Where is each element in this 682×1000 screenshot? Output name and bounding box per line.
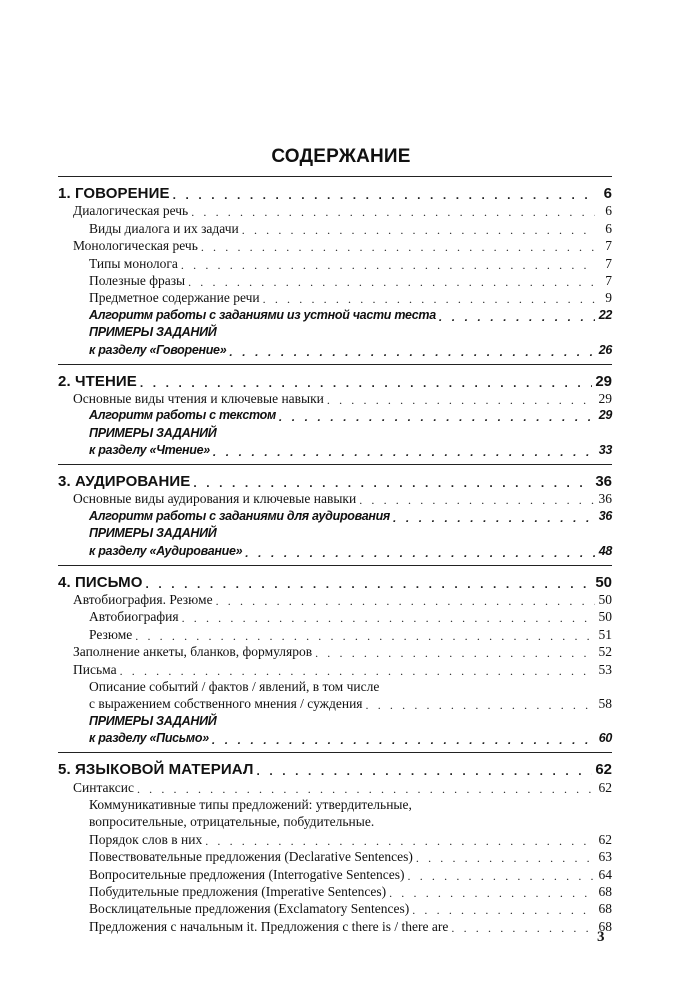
- toc-entry-title: Заполнение анкеты, бланков, формуляров: [73, 644, 313, 660]
- dot-leader: [416, 851, 595, 865]
- toc-page-number: 36: [598, 508, 612, 523]
- table-of-contents: [58, 174, 612, 935]
- toc-section-title: 4. ПИСЬМО: [58, 573, 143, 591]
- toc-entry-title: ПРИМЕРЫ ЗАДАНИЙ: [89, 713, 217, 728]
- dot-leader: [120, 664, 595, 678]
- toc-entry-title: Побудительные предложения (Imperative Sentences): [89, 883, 387, 899]
- toc-entry[interactable]: [58, 542, 612, 559]
- dot-leader: [327, 393, 595, 407]
- toc-entry[interactable]: [58, 900, 612, 917]
- dot-leader: [188, 275, 595, 289]
- toc-entry-title: Виды диалога и их задачи: [89, 220, 239, 236]
- dot-leader: [393, 511, 595, 525]
- toc-section-heading[interactable]: [58, 758, 612, 778]
- toc-entry-title: Диалогическая речь: [73, 203, 189, 219]
- dot-leader: [366, 698, 595, 712]
- toc-entry[interactable]: [58, 324, 612, 341]
- toc-entry[interactable]: [58, 830, 612, 847]
- toc-page-number: 58: [598, 696, 612, 712]
- toc-entry-title: с выражением собственного мнения / суждения: [89, 696, 363, 712]
- toc-page-number: 50: [595, 573, 612, 591]
- toc-entry-title: Повествовательные предложения (Declarative Sentences): [89, 849, 413, 865]
- toc-entry-title: Алгоритм работы с заданиями для аудирования: [89, 508, 390, 523]
- dot-leader: [242, 223, 595, 237]
- toc-entry[interactable]: [58, 341, 612, 358]
- toc-entry-title: Монологическая речь: [73, 238, 198, 254]
- toc-entry[interactable]: [58, 712, 612, 729]
- toc-entry[interactable]: [58, 608, 612, 625]
- dot-leader: [191, 205, 595, 219]
- toc-page-number: 52: [598, 644, 612, 660]
- toc-entry-title: Восклицательные предложения (Exclamatory Sentences): [89, 901, 410, 917]
- toc-entry[interactable]: [58, 219, 612, 236]
- dot-leader: [412, 903, 595, 917]
- toc-entry-title: Письма: [73, 661, 117, 677]
- section-divider: [58, 176, 612, 177]
- toc-page-number: 63: [598, 849, 612, 865]
- toc-entry-title: ПРИМЕРЫ ЗАДАНИЙ: [89, 325, 217, 340]
- toc-page-number: 6: [605, 203, 612, 219]
- dot-leader: [181, 258, 595, 272]
- toc-page-number: 26: [598, 342, 612, 357]
- dot-leader: [279, 410, 595, 424]
- toc-page-number: 51: [598, 626, 612, 642]
- toc-entry[interactable]: [58, 237, 612, 254]
- toc-entry[interactable]: [58, 625, 612, 642]
- dot-leader: [439, 310, 595, 324]
- dot-leader: [389, 886, 595, 900]
- dot-leader: [135, 629, 595, 643]
- dot-leader: [212, 733, 595, 747]
- dot-leader: [229, 345, 595, 359]
- toc-section-heading[interactable]: [58, 182, 612, 202]
- section-divider: [58, 752, 612, 753]
- dot-leader: [245, 546, 595, 560]
- toc-page-number: 53: [598, 661, 612, 677]
- dot-leader: [146, 577, 593, 591]
- toc-page-number: 29: [598, 390, 612, 406]
- toc-entry-title: к разделу «Аудирование»: [89, 543, 243, 558]
- toc-entry[interactable]: [58, 730, 612, 747]
- dot-leader: [315, 646, 595, 660]
- toc-page-number: 50: [598, 609, 612, 625]
- toc-page-number: 6: [603, 185, 612, 202]
- toc-entry[interactable]: [58, 848, 612, 865]
- toc-page-number: 50: [598, 592, 612, 608]
- toc-page-number: 7: [605, 238, 612, 254]
- page-number: 3: [597, 929, 605, 945]
- toc-entry-title: Полезные фразы: [89, 272, 186, 288]
- toc-entry[interactable]: [58, 254, 612, 271]
- toc-entry[interactable]: [58, 289, 612, 306]
- toc-page-number: 22: [598, 307, 612, 322]
- toc-entry-title: Вопросительные предложения (Interrogative Sentences): [89, 866, 405, 882]
- toc-section-title: 5. ЯЗЫКОВОЙ МАТЕРИАЛ: [58, 761, 254, 779]
- toc-entry[interactable]: [58, 883, 612, 900]
- toc-page-number: 6: [605, 220, 612, 236]
- toc-entry-title: Порядок слов в них: [89, 831, 203, 847]
- toc-entry[interactable]: [58, 390, 612, 407]
- toc-section-heading[interactable]: [58, 571, 612, 591]
- dot-leader: [173, 188, 595, 202]
- toc-entry[interactable]: [58, 660, 612, 677]
- toc-entry[interactable]: [58, 442, 612, 459]
- section-divider: [58, 364, 612, 365]
- toc-entry-title: Алгоритм работы с текстом: [89, 408, 276, 423]
- toc-entry-title: Автобиография: [89, 609, 179, 625]
- toc-entry[interactable]: [58, 917, 612, 934]
- toc-page-number: 62: [595, 761, 612, 779]
- toc-entry-title: Синтаксис: [73, 779, 134, 795]
- toc-section-title: 2. ЧТЕНИЕ: [58, 372, 137, 390]
- dot-leader: [359, 493, 595, 507]
- toc-page-number: 68: [598, 883, 612, 899]
- toc-entry-title: Основные виды аудирования и ключевые навыки: [73, 491, 357, 507]
- dot-leader: [182, 611, 595, 625]
- dot-leader: [205, 834, 595, 848]
- toc-page-number: 36: [595, 473, 612, 491]
- toc-entry-title: Резюме: [89, 626, 133, 642]
- toc-entry-title: вопросительные, отрицательные, побудительные.: [89, 814, 375, 830]
- toc-entry-title: к разделу «Чтение»: [89, 443, 210, 458]
- toc-page-number: 7: [605, 255, 612, 271]
- toc-entry-title: Предметное содержание речи: [89, 290, 260, 306]
- toc-page-number: 60: [598, 731, 612, 746]
- toc-page-number: 68: [598, 918, 612, 934]
- toc-section-title: 3. АУДИРОВАНИЕ: [58, 473, 191, 491]
- toc-entry[interactable]: [58, 813, 612, 830]
- toc-entry[interactable]: [58, 678, 612, 695]
- toc-entry-title: к разделу «Письмо»: [89, 731, 209, 746]
- toc-section-heading[interactable]: [58, 470, 612, 490]
- toc-page-number: 68: [598, 901, 612, 917]
- toc-entry[interactable]: [58, 591, 612, 608]
- dot-leader: [263, 292, 595, 306]
- dot-leader: [193, 476, 592, 490]
- toc-page-number: 62: [598, 779, 612, 795]
- toc-entry[interactable]: [58, 424, 612, 441]
- section-divider: [58, 565, 612, 566]
- dot-leader: [451, 921, 595, 935]
- toc-entry[interactable]: [58, 272, 612, 289]
- section-divider: [58, 464, 612, 465]
- toc-entry[interactable]: [58, 796, 612, 813]
- dot-leader: [137, 782, 595, 796]
- toc-page-number: 48: [598, 543, 612, 558]
- toc-page-number: 7: [605, 272, 612, 288]
- toc-entry[interactable]: [58, 778, 612, 795]
- dot-leader: [140, 376, 592, 390]
- toc-entry[interactable]: [58, 202, 612, 219]
- toc-entry[interactable]: [58, 306, 612, 323]
- toc-entry-title: Основные виды чтения и ключевые навыки: [73, 390, 324, 406]
- toc-entry-title: ПРИМЕРЫ ЗАДАНИЙ: [89, 425, 217, 440]
- dot-leader: [201, 240, 595, 254]
- toc-page-number: 64: [598, 866, 612, 882]
- toc-entry[interactable]: [58, 507, 612, 524]
- toc-section-title: 1. ГОВОРЕНИЕ: [58, 185, 170, 202]
- dot-leader: [408, 869, 595, 883]
- toc-entry[interactable]: [58, 865, 612, 882]
- toc-page-number: 9: [605, 290, 612, 306]
- toc-entry[interactable]: [58, 407, 612, 424]
- toc-page-number: 33: [598, 443, 612, 458]
- toc-entry-title: Описание событий / фактов / явлений, в том числе: [89, 678, 380, 694]
- toc-entry[interactable]: [58, 490, 612, 507]
- toc-entry-title: Типы монолога: [89, 255, 178, 271]
- toc-entry-title: Алгоритм работы с заданиями из устной части теста: [89, 307, 436, 322]
- toc-page-number: 62: [598, 831, 612, 847]
- toc-entry-title: ПРИМЕРЫ ЗАДАНИЙ: [89, 526, 217, 541]
- toc-entry-title: к разделу «Говорение»: [89, 342, 227, 357]
- toc-entry[interactable]: [58, 643, 612, 660]
- toc-page-number: 29: [595, 372, 612, 390]
- toc-page-number: 29: [598, 408, 612, 423]
- toc-entry-title: Предложения с начальным it. Предложения с there is / there are: [89, 918, 449, 934]
- page-title: СОДЕРЖАНИЕ: [271, 146, 411, 167]
- toc-entry[interactable]: [58, 695, 612, 712]
- toc-page-number: 36: [598, 491, 612, 507]
- dot-leader: [216, 594, 595, 608]
- toc-entry[interactable]: [58, 525, 612, 542]
- toc-section-heading[interactable]: [58, 370, 612, 390]
- toc-entry-title: Автобиография. Резюме: [73, 592, 213, 608]
- toc-entry-title: Коммуникативные типы предложений: утвердительные,: [89, 796, 412, 812]
- dot-leader: [213, 445, 595, 459]
- dot-leader: [257, 764, 593, 778]
